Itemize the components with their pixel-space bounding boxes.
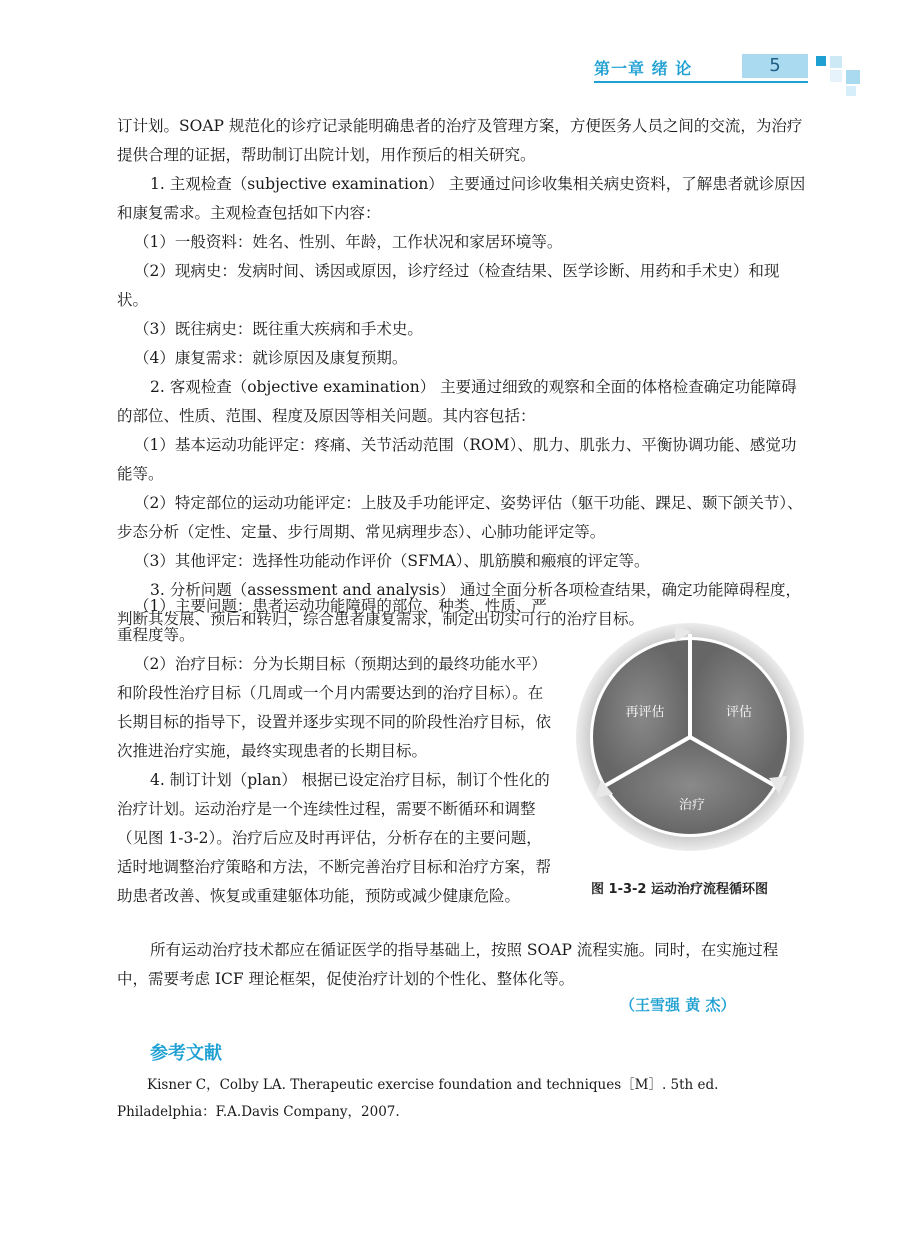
paragraph: （4）康复需求：就诊原因及康复预期。 xyxy=(134,349,408,367)
paragraph: 2. 客观检查（objective examination） 主要通过细致的观察和全面的体格检查确定功能障碍的部位、性质、范围、程度及原因等相关问题。其内容包括： xyxy=(117,378,797,425)
segment-label-treat: 治疗 xyxy=(678,798,706,813)
authors: （王雪强 黄 杰） xyxy=(620,996,736,1014)
paragraph: （1）一般资料：姓名、性别、年龄，工作状况和家居环境等。 xyxy=(134,233,563,251)
decorative-square xyxy=(846,86,856,96)
paragraph: （2）特定部位的运动功能评定：上肢及手功能评定、姿势评估（躯干功能、踝足、颞下颌关节）、步态分析（定性、定量、步行周期、常见病理步态）、心肺功能评定等。 xyxy=(117,494,803,541)
header-rule xyxy=(594,81,808,83)
paragraph: 所有运动治疗技术都应在循证医学的指导基础上，按照 SOAP 流程实施。同时，在实施过程中，需要考虑 ICF 理论框架，促使治疗计划的个性化、整体化等。 xyxy=(117,941,779,988)
treatment-cycle-diagram xyxy=(573,620,807,854)
body-text-narrow xyxy=(117,592,557,911)
decorative-square xyxy=(846,70,860,84)
paragraph: （3）既往病史：既往重大疾病和手术史。 xyxy=(134,320,423,338)
paragraph: 1. 主观检查（subjective examination） 主要通过问诊收集相关病史资料，了解患者就诊原因和康复需求。主观检查包括如下内容： xyxy=(117,175,806,222)
decorative-square xyxy=(816,56,826,66)
paragraph: 3. 分析问题（assessment and analysis） 通过全面分析各项检查结果，确定功能障碍程度，判断其发展、预后和转归，综合患者康复需求，制定出切实可行的治疗目标。 xyxy=(117,581,802,628)
body-text xyxy=(117,112,807,634)
paragraph: 4. 制订计划（plan） 根据已设定治疗目标，制订个性化的治疗计划。运动治疗是一个连续性过程，需要不断循环和调整（见图 1-3-2）。治疗后应及时再评估，分析存在的主要问题，适时地调整治疗策略和方法，不断完善治疗目标和治疗方案，帮助患者改善、恢复或重建躯体功能，预防或减少健康危险。 xyxy=(117,771,552,905)
paragraph: 订计划。SOAP 规范化的诊疗记录能明确患者的治疗及管理方案，方便医务人员之间的交流，为治疗提供合理的证据，帮助制订出院计划，用作预后的相关研究。 xyxy=(117,117,803,164)
segment-label-reevaluate: 再评估 xyxy=(625,705,665,720)
body-text-closing xyxy=(117,936,807,994)
references-heading: 参考文献 xyxy=(150,1043,222,1064)
paragraph: （2）治疗目标：分为长期目标（预期达到的最终功能水平）和阶段性治疗目标（几周或一个月内需要达到的治疗目标）。在长期目标的指导下，设置并逐步实现不同的阶段性治疗目标，依次推进治疗实施，最终实现患者的长期目标。 xyxy=(117,655,552,760)
paragraph: （2）现病史：发病时间、诱因或原因，诊疗经过（检查结果、医学诊断、用药和手术史）和现状。 xyxy=(117,262,780,309)
paragraph: （1）基本运动功能评定：疼痛、关节活动范围（ROM）、肌力、肌张力、平衡协调功能、感觉功能等。 xyxy=(117,436,797,483)
chapter-title: 第一章 绪 论 xyxy=(594,59,693,78)
paragraph: （1）主要问题：患者运动功能障碍的部位、种类、性质、严重程度等。 xyxy=(117,597,547,644)
figure-caption: 图 1-3-2 运动治疗流程循环图 xyxy=(591,882,768,897)
page-number: 5 xyxy=(742,54,808,78)
paragraph: （3）其他评定：选择性功能动作评价（SFMA）、肌筋膜和瘢痕的评定等。 xyxy=(134,552,650,570)
reference-item: Kisner C，Colby LA. Therapeutic exercise foundation and techniques［M］. 5th ed. Philadelphia：F.A.Davis Company，2007. xyxy=(117,1077,719,1120)
decorative-square xyxy=(830,56,842,68)
decorative-square xyxy=(830,70,842,82)
segment-label-evaluate: 评估 xyxy=(725,705,753,720)
